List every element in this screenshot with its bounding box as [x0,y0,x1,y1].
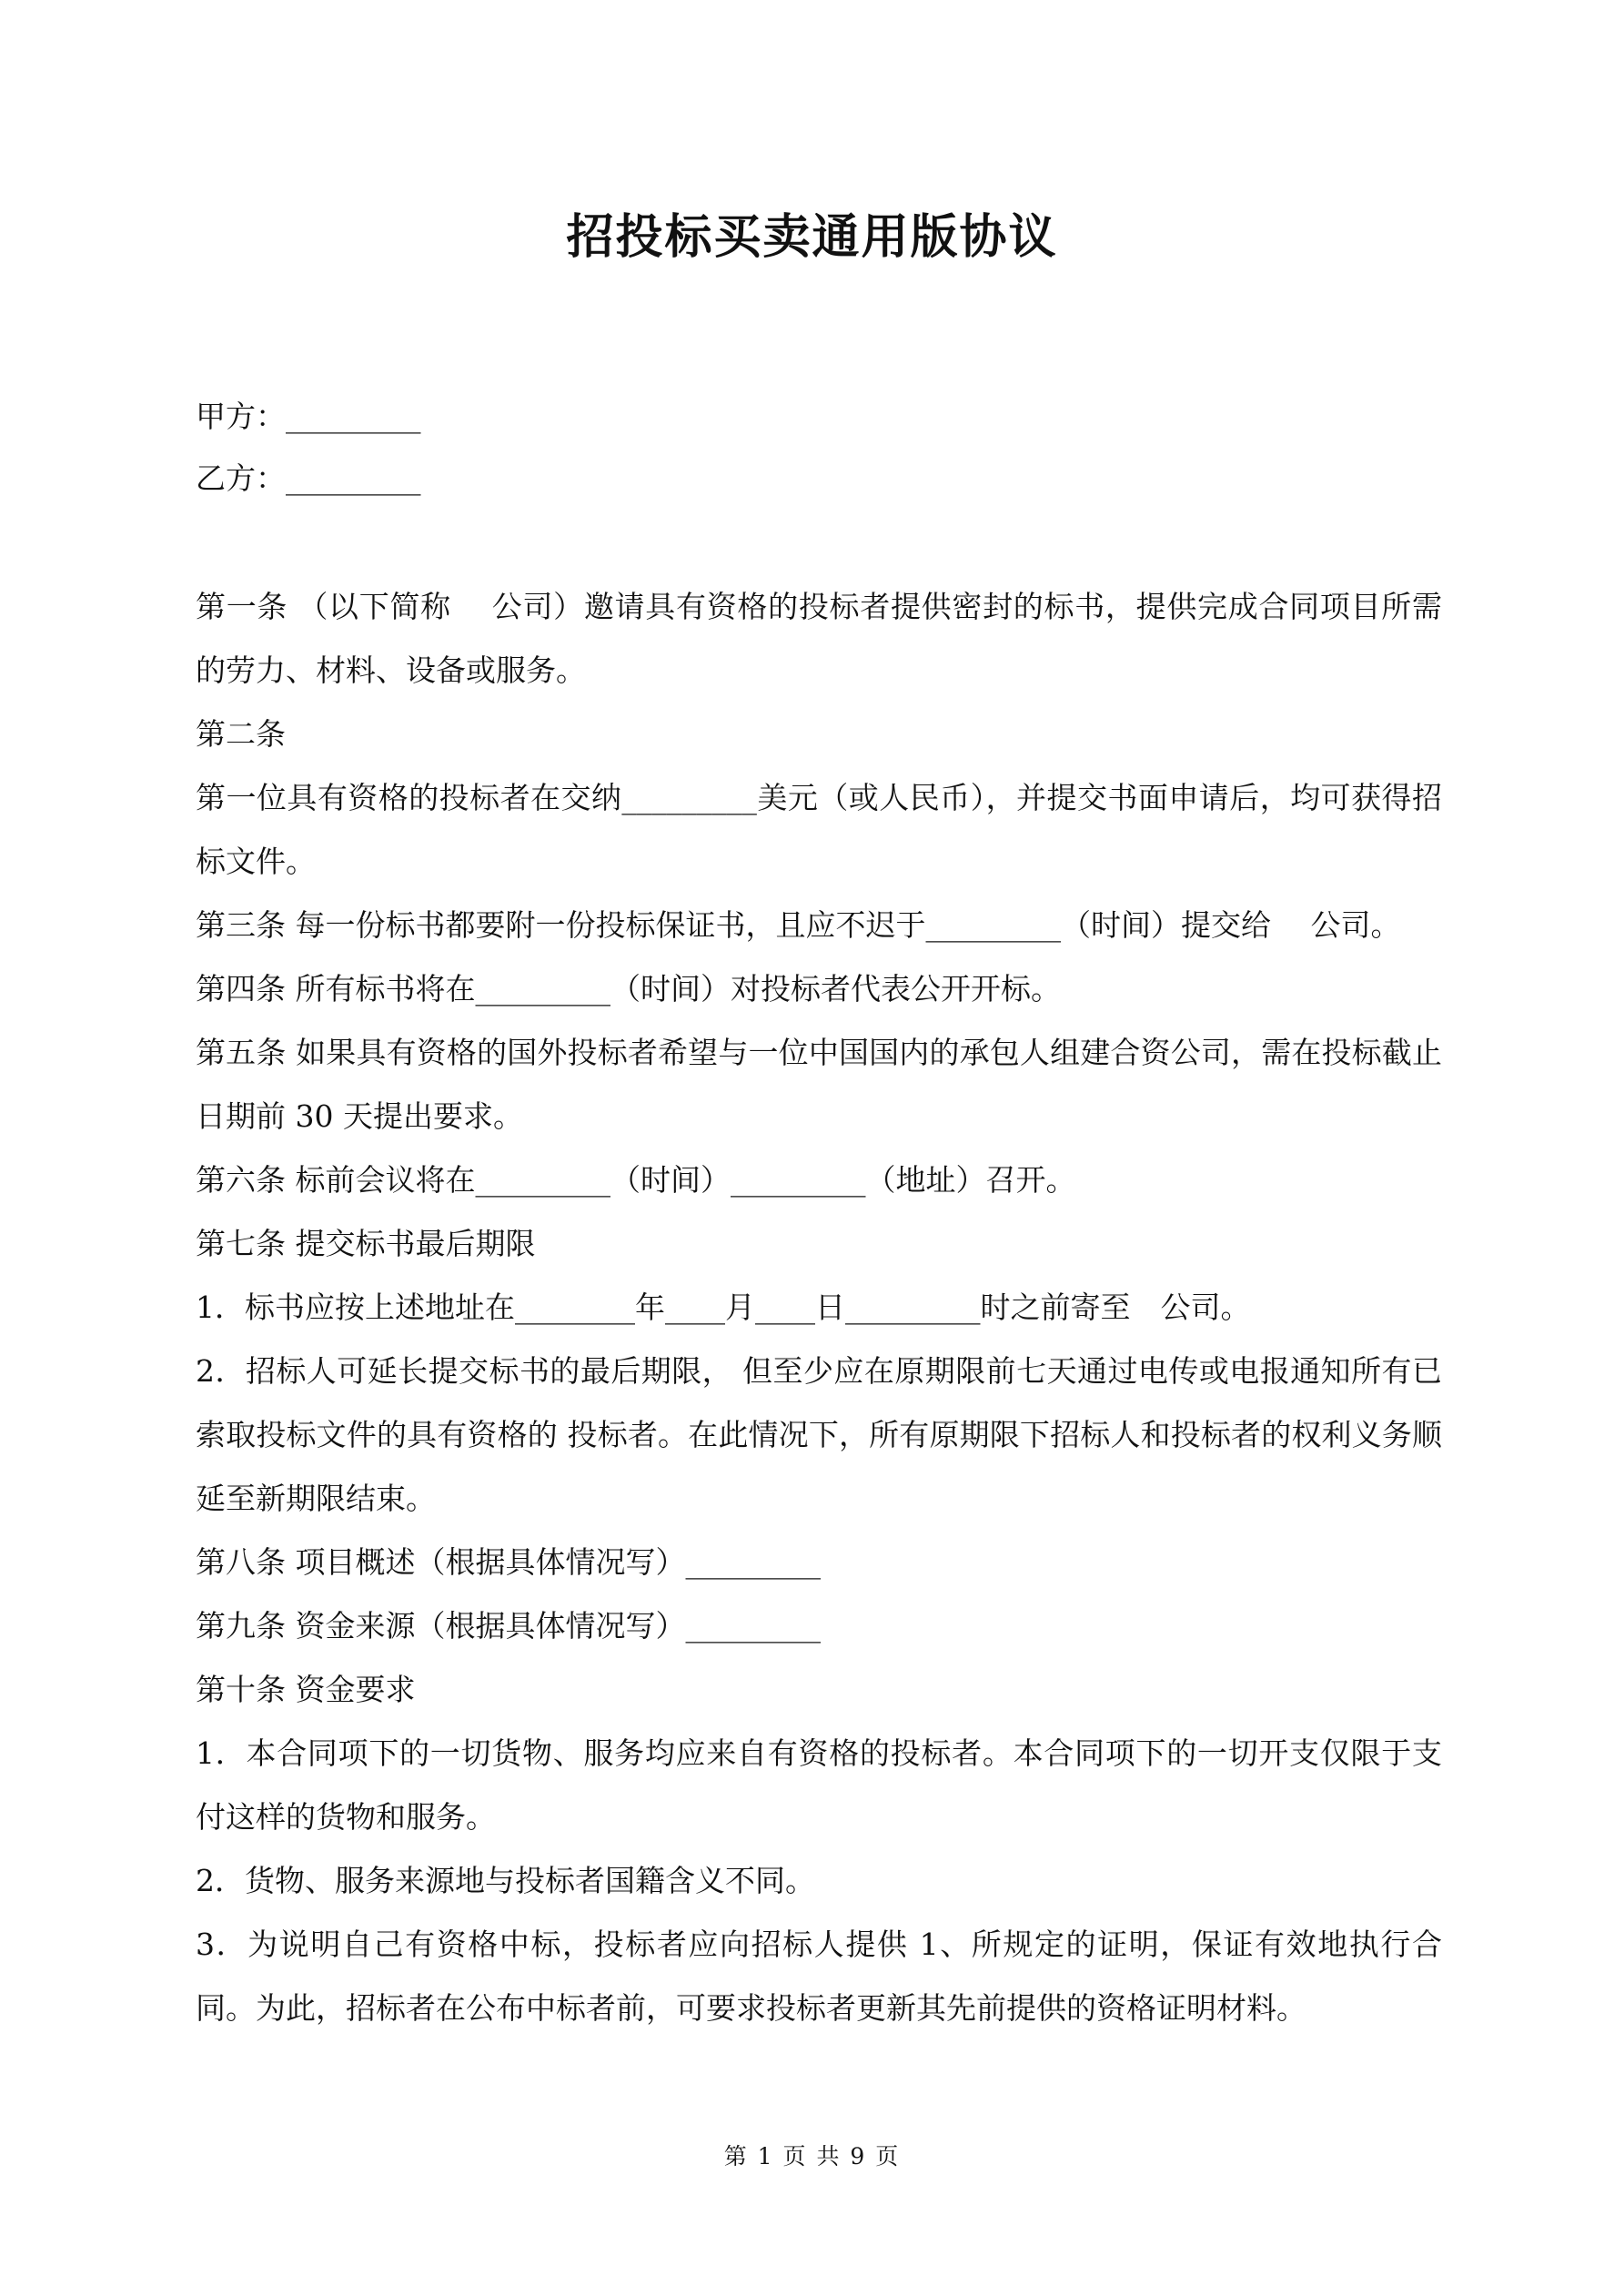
article-9: 第九条 资金来源（根据具体情况写）_________ [196,1608,821,1644]
article-10-item-2: 2．货物、服务来源地与投标者国籍含义不同。 [196,1863,815,1898]
document-body [196,575,1442,2040]
party-b-line: 乙方：_________ [196,460,421,496]
article-4: 第四条 所有标书将在_________（时间）对投标者代表公开开标。 [196,971,1061,1006]
article-10-item-3: 3．为说明自己有资格中标，投标者应向招标人提供 1、所规定的证明，保证有效地执行合同。为此，招标者在公布中标者前，可要求投标者更新其先前提供的资格证明材料。 [196,1927,1442,2026]
article-6: 第六条 标前会议将在_________（时间）_________（地址）召开。 [196,1162,1076,1198]
article-10-heading: 第十条 资金要求 [196,1672,416,1707]
article-1: 第一条 （以下简称 公司）邀请具有资格的投标者提供密封的标书，提供完成合同项目所需的劳力、材料、设备或服务。 [196,589,1442,688]
document-title: 招投标买卖通用版协议 [566,209,1058,265]
article-7-item-2: 2．招标人可延长提交标书的最后期限， 但至少应在原期限前七天通过电传或电报通知所有已索取投标文件的具有资格的 投标者。在此情况下，所有原期限下招标人和投标者的权利义务顺延至新期限结束。 [196,1353,1442,1516]
article-10-item-1: 1．本合同项下的一切货物、服务均应来自有资格的投标者。本合同项下的一切开支仅限于支付这样的货物和服务。 [196,1735,1442,1835]
article-3: 第三条 每一份标书都要附一份投标保证书，且应不迟于_________（时间）提交给 公司。 [196,907,1401,943]
article-7-item-1: 1．标书应按上述地址在________年____月____日_________时之前寄至 公司。 [196,1290,1251,1325]
article-7-heading: 第七条 提交标书最后期限 [196,1226,536,1261]
page-footer: 第 1 页 共 9 页 [723,2143,901,2170]
article-8: 第八条 项目概述（根据具体情况写）_________ [196,1544,821,1580]
article-2-heading: 第二条 [196,716,286,752]
article-2-text: 第一位具有资格的投标者在交纳_________美元（或人民币），并提交书面申请后，均可获得招标文件。 [196,780,1442,879]
party-a-line: 甲方：_________ [196,399,421,434]
article-5: 第五条 如果具有资格的国外投标者希望与一位中国国内的承包人组建合资公司，需在投标截止日期前 30 天提出要求。 [196,1035,1442,1134]
